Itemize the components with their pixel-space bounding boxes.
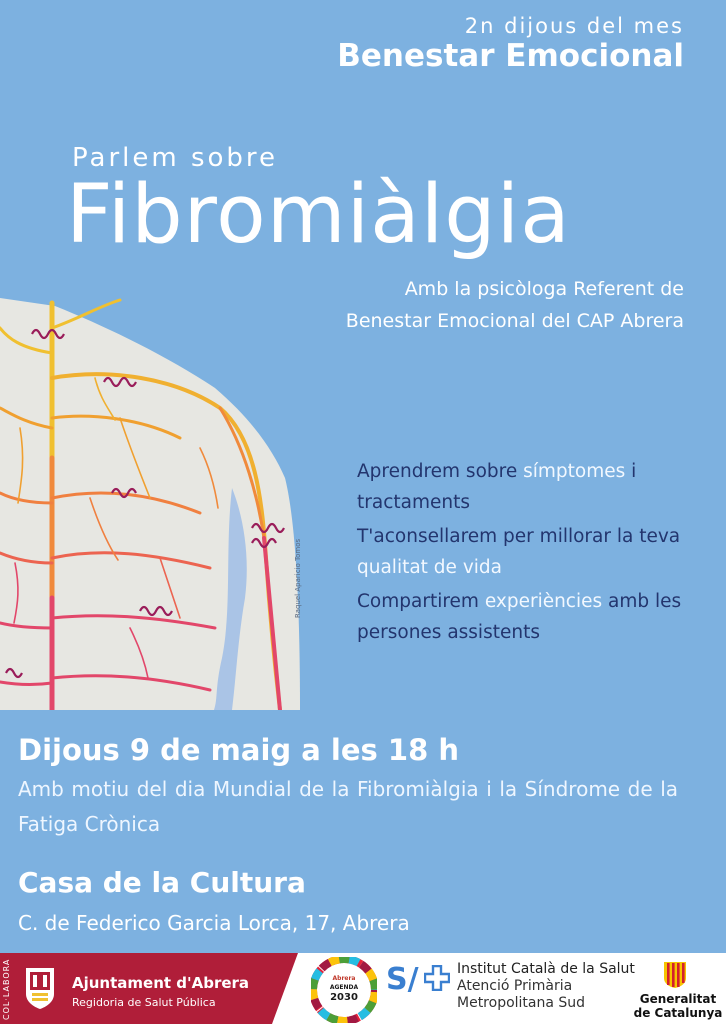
topic-item: Aprendrem sobre símptomes i tractaments	[357, 461, 637, 513]
nervous-system-illustration	[0, 298, 300, 710]
illustration-credit: Raquel Aparicio Tomos	[294, 538, 302, 618]
pre-title: Parlem sobre	[72, 143, 279, 173]
event-reason: Amb motiu del dia Mundial de la Fibromiàlgia i la Síndrome de la Fatiga Crònica	[18, 777, 678, 836]
ics-area: Metropolitana Sud	[457, 995, 586, 1011]
topic-item: T'aconsellarem per millorar la teva qualitat de vida	[357, 526, 681, 578]
generalitat-name-2: de Catalunya	[633, 1006, 723, 1020]
page-title: Fibromiàlgia	[66, 168, 571, 262]
ics-name: Institut Català de la Salut	[457, 961, 635, 977]
ics-division: Atenció Primària	[457, 978, 573, 994]
series-label: 2n dijous del mes	[464, 14, 684, 38]
topics-list	[357, 456, 697, 651]
generalitat-shield-icon	[663, 961, 687, 989]
program-title: Benestar Emocional	[337, 38, 684, 74]
agenda-brand: Abrera	[332, 975, 356, 982]
event-address: C. de Federico Garcia Lorca, 17, Abrera	[18, 911, 410, 935]
health-cross-icon	[424, 965, 450, 991]
agenda-label: AGENDA	[329, 984, 359, 991]
subtitle-line: Benestar Emocional del CAP Abrera	[345, 310, 684, 332]
subtitle	[346, 273, 684, 337]
health-service-logo-icon: S/	[386, 962, 419, 997]
event-date: Dijous 9 de maig a les 18 h	[18, 733, 459, 767]
town-council-name: Ajuntament d'Abrera	[72, 974, 250, 992]
subtitle-line: Amb la psicòloga Referent de	[404, 278, 684, 300]
topic-item: Compartirem experiències amb les persones assistents	[357, 591, 682, 643]
generalitat-name: Generalitat	[639, 992, 717, 1006]
collabora-label: COL·LABORA	[2, 958, 11, 1020]
town-shield-icon	[24, 966, 56, 1010]
agenda-year: 2030	[330, 992, 358, 1003]
town-council-department: Regidoria de Salut Pública	[72, 996, 216, 1009]
event-venue: Casa de la Cultura	[18, 866, 306, 899]
